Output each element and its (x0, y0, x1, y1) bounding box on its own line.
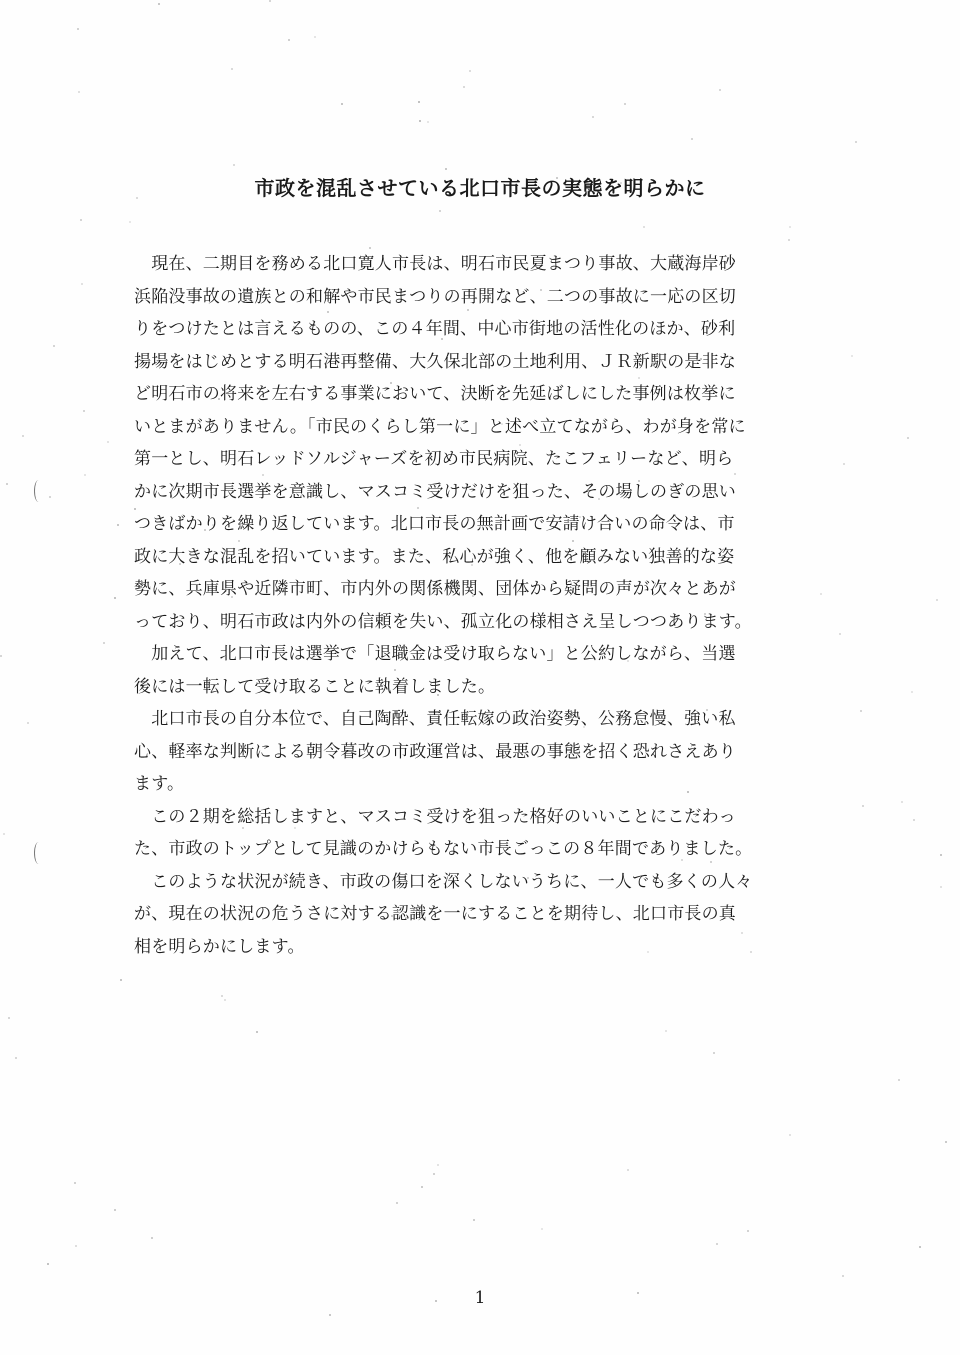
scan-speck (114, 1209, 116, 1211)
scan-speck (789, 1134, 791, 1136)
scan-speck (919, 1246, 921, 1248)
scan-speck (592, 116, 594, 118)
scan-speck (843, 463, 845, 465)
scan-speck (437, 1164, 439, 1166)
scan-speck (158, 3, 160, 5)
scan-speck (419, 120, 421, 122)
body-line: ます。 (134, 774, 185, 794)
scan-speck (47, 1263, 49, 1265)
body-line: いとまがありません。「市民のくらし第一に」と述べ立てながら、わが身を常に (134, 416, 746, 437)
scan-speck (221, 995, 223, 997)
scan-speck (329, 1314, 331, 1316)
scan-speck (665, 1030, 667, 1032)
scan-speck (84, 474, 86, 476)
scan-speck (433, 1173, 435, 1175)
scan-speck (8, 1017, 10, 1019)
scan-speck (851, 355, 853, 357)
body-line: つきばかりを繰り返しています。北口市長の無計画で安請け合いの命令は、市 (134, 514, 735, 534)
scan-speck (341, 103, 343, 105)
page-number: 1 (474, 1288, 486, 1308)
scan-speck (3, 833, 5, 835)
scan-speck (901, 801, 903, 803)
scan-speck (74, 1182, 76, 1184)
body-line: 加えて、北口市長は選挙で「退職金は受け取らない」と公約しながら、当選 (134, 644, 736, 664)
scan-speck (913, 819, 915, 821)
scan-speck (22, 435, 24, 437)
body-line: ど明石市の将来を左右する事業において、決断を先延ばしにした事例は枚挙に (134, 384, 736, 404)
body-line: かに次期市長選挙を意識し、マスコミ受けだけを狙った、その場しのぎの思い (134, 481, 736, 502)
scan-speck (940, 886, 942, 888)
body-line: が、現在の状況の危うさに対する認識を一にすることを期待し、北口市長の真 (134, 904, 736, 924)
body-line: 現在、二期目を務める北口寛人市長は、明石市民夏まつり事故、大蔵海岸砂 (134, 254, 736, 274)
body-line: 揚場をはじめとする明石港再整備、大久保北部の土地利用、ＪＲ新駅の是非な (134, 351, 736, 372)
body-line: 浜陥没事故の遺族との和解や市民まつりの再開など、二つの事故に一応の区切 (134, 286, 736, 307)
body-line: 相を明らかにします。 (134, 936, 305, 957)
body-line: この２期を総括しますと、マスコミ受けを狙った格好のいいことにこだわっ (134, 806, 736, 827)
scan-speck (288, 39, 290, 41)
scan-speck (469, 70, 471, 72)
binding-hole-mark (34, 480, 43, 502)
scan-speck (81, 283, 83, 285)
scan-speck (418, 101, 420, 103)
scan-speck (233, 164, 235, 166)
scan-speck (940, 854, 942, 856)
scan-speck (421, 1186, 423, 1188)
scan-speck (53, 345, 55, 347)
body-line: りをつけたとは言えるものの、この４年間、中心市街地の活性化のほか、砂利 (134, 319, 736, 339)
scan-speck (541, 1228, 543, 1230)
scan-speck (716, 1243, 718, 1245)
scan-speck (860, 710, 862, 712)
scan-speck (75, 1245, 77, 1247)
scan-speck (820, 593, 822, 595)
scan-speck (719, 89, 721, 91)
scan-speck (256, 1031, 258, 1033)
scan-speck (439, 210, 441, 212)
scan-speck (83, 410, 85, 412)
scan-speck (49, 496, 51, 498)
document-title: 市政を混乱させている北口市長の実態を明らかに (254, 176, 706, 200)
scan-speck (473, 1219, 475, 1221)
scan-speck (691, 138, 693, 140)
scan-speck (314, 36, 316, 38)
scan-speck (231, 68, 233, 70)
scan-speck (945, 1141, 947, 1143)
scan-speck (107, 441, 109, 443)
body-line: このような状況が続き、市政の傷口を深くしないうちに、一人でも多くの人々 (134, 871, 753, 892)
scan-speck (80, 219, 82, 221)
scan-speck (15, 1057, 17, 1059)
body-line: っており、明石市政は内外の信頼を失い、孤立化の様相さえ呈しつつあります。 (134, 611, 752, 632)
scan-speck (269, 0, 271, 2)
scan-speck (788, 239, 790, 241)
scan-speck (839, 633, 841, 635)
scan-speck (855, 141, 857, 143)
scan-speck (114, 597, 116, 599)
scan-speck (27, 722, 29, 724)
scan-speck (907, 437, 909, 439)
body-line: 政に大きな混乱を招いています。また、私心が強く、他を顧みない独善的な姿 (134, 546, 735, 567)
body-line: 勢に、兵庫県や近隣市町、市内外の関係機関、団体から疑問の声が次々とあが (134, 579, 736, 599)
body-line: 北口市長の自分本位で、自己陶酔、責任転嫁の政治姿勢、公務怠慢、強い私 (134, 709, 736, 729)
scan-speck (747, 1230, 749, 1232)
scan-speck (898, 1079, 900, 1081)
body-line: 心、軽率な判断による朝令暮改の市政運営は、最悪の事態を招く恐れさえあり (134, 741, 736, 762)
scan-speck (463, 86, 465, 88)
scan-speck (936, 599, 938, 601)
scan-speck (117, 524, 119, 526)
scan-speck (129, 221, 131, 223)
scan-speck (643, 226, 645, 228)
scan-speck (77, 28, 79, 30)
document-body (134, 248, 814, 963)
scan-speck (103, 642, 105, 644)
scan-speck (789, 226, 791, 228)
scan-speck (151, 1237, 153, 1239)
scan-speck (713, 1052, 715, 1054)
scan-speck (6, 483, 8, 485)
scan-speck (862, 805, 864, 807)
body-line: 第一とし、明石レッドソルジャーズを初め市民病院、たこフェリーなど、明ら (134, 449, 734, 469)
scan-speck (427, 121, 429, 123)
scan-speck (120, 979, 122, 981)
scan-speck (627, 1169, 629, 1171)
scan-speck (842, 1275, 844, 1277)
body-line: 後には一転して受け取ることに執着しました。 (134, 676, 496, 697)
scan-speck (624, 103, 626, 105)
scan-speck (78, 91, 80, 93)
scan-speck (911, 691, 913, 693)
scan-speck (224, 999, 226, 1001)
body-line: た、市政のトップとして見識のかけらもない市長ごっこの８年間でありました。 (134, 839, 753, 859)
scan-speck (445, 168, 447, 170)
scan-speck (396, 1202, 398, 1204)
binding-hole-mark (34, 842, 43, 864)
scan-speck (0, 655, 2, 657)
